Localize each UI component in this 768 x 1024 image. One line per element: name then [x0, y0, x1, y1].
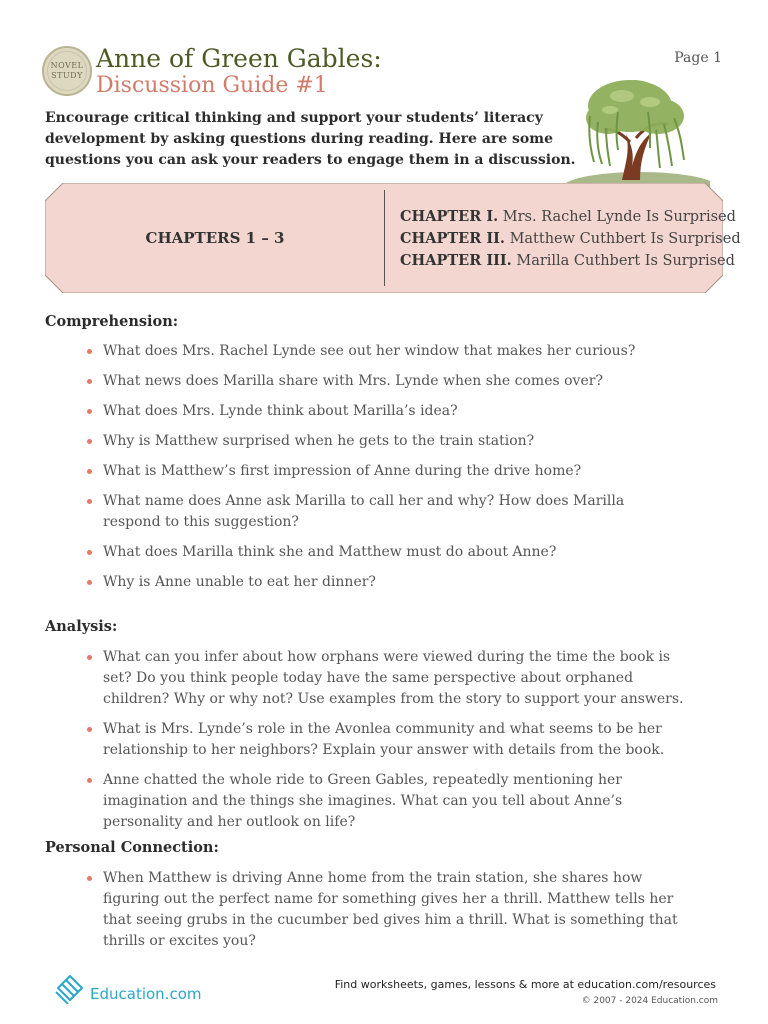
- analysis-heading: Analysis:: [45, 618, 118, 635]
- personal-connection-heading: Personal Connection:: [45, 839, 219, 856]
- chapter-number: CHAPTER II.: [400, 230, 505, 247]
- list-item: [83, 572, 643, 593]
- question-text: What does Mrs. Rachel Lynde see out her window that makes her curious?: [103, 343, 636, 359]
- bullet-icon: [87, 580, 92, 585]
- comprehension-heading: Comprehension:: [45, 313, 179, 330]
- list-item: [83, 647, 703, 710]
- bullet-icon: [87, 469, 92, 474]
- chapter-item: [400, 206, 741, 228]
- list-item: [83, 371, 643, 392]
- bullet-icon: [87, 349, 92, 354]
- page-title: Anne of Green Gables:: [96, 44, 382, 73]
- bullet-icon: [87, 876, 92, 881]
- page-number: Page 1: [674, 50, 722, 66]
- list-item: [83, 770, 703, 833]
- novel-study-badge: [42, 46, 92, 96]
- chapters-range: CHAPTERS 1 – 3: [145, 229, 285, 247]
- list-item: [83, 868, 703, 952]
- question-text: What is Mrs. Lynde’s role in the Avonlea community and what seems to be her relationship to her neighbors? Explain your answer with details from the book.: [103, 721, 665, 758]
- question-text: Anne chatted the whole ride to Green Gables, repeatedly mentioning her imagination and the things she imagines. What can you tell about Anne’s personality and her outlook on life?: [103, 772, 623, 830]
- list-item: [83, 491, 643, 533]
- list-item: [83, 401, 643, 422]
- list-item: [83, 542, 643, 563]
- willow-tree-illustration: [560, 72, 710, 188]
- personal-connection-list: [83, 868, 703, 952]
- education-logo[interactable]: [52, 970, 201, 1004]
- question-text: When Matthew is driving Anne home from the train station, she shares how figuring out the perfect name for something gives her a thrill. Matthew tells her that seeing grubs in the cucumber bed gives him a thrill. What is something that thrills or excites you?: [103, 870, 678, 949]
- education-logo-icon: [52, 970, 86, 1004]
- analysis-list: [83, 647, 703, 833]
- chapter-number: CHAPTER I.: [400, 208, 499, 225]
- list-item: [83, 431, 643, 452]
- chapter-item: [400, 250, 741, 272]
- comprehension-list: [83, 341, 643, 593]
- chapter-title: Mrs. Rachel Lynde Is Surprised: [502, 209, 736, 225]
- chapter-item: [400, 228, 741, 250]
- chapter-title: Marilla Cuthbert Is Surprised: [516, 253, 735, 269]
- bullet-icon: [87, 550, 92, 555]
- chapters-divider: [384, 190, 385, 286]
- bullet-icon: [87, 409, 92, 414]
- list-item: [83, 461, 643, 482]
- bullet-icon: [87, 499, 92, 504]
- question-text: What does Mrs. Lynde think about Marilla’s idea?: [103, 403, 458, 419]
- question-text: What is Matthew’s first impression of Anne during the drive home?: [103, 463, 582, 479]
- chapter-list: [400, 206, 741, 272]
- footer-tagline[interactable]: Find worksheets, games, lessons & more at education.com/resources: [334, 978, 716, 991]
- bullet-icon: [87, 439, 92, 444]
- bullet-icon: [87, 778, 92, 783]
- education-logo-text: Education.com: [90, 985, 202, 1003]
- chapters-box: [45, 183, 741, 293]
- question-text: Why is Anne unable to eat her dinner?: [103, 574, 376, 590]
- question-text: Why is Matthew surprised when he gets to the train station?: [103, 433, 535, 449]
- question-text: What does Marilla think she and Matthew must do about Anne?: [103, 544, 557, 560]
- page-subtitle: Discussion Guide #1: [96, 73, 328, 98]
- badge-line-1: NOVEL: [50, 61, 84, 70]
- bullet-icon: [87, 727, 92, 732]
- chapter-number: CHAPTER III.: [400, 252, 512, 269]
- question-text: What name does Anne ask Marilla to call her and why? How does Marilla respond to this suggestion?: [103, 493, 625, 530]
- list-item: [83, 341, 643, 362]
- bullet-icon: [87, 655, 92, 660]
- list-item: [83, 719, 703, 761]
- bullet-icon: [87, 379, 92, 384]
- question-text: What can you infer about how orphans were viewed during the time the book is set? Do you think people today have the same perspective about orphaned children? Why or why not? Use examples from the story to support your answers.: [103, 649, 684, 707]
- question-text: What news does Marilla share with Mrs. Lynde when she comes over?: [103, 373, 603, 389]
- footer-copyright: © 2007 - 2024 Education.com: [581, 996, 718, 1006]
- chapter-title: Matthew Cuthbert Is Surprised: [509, 231, 741, 247]
- intro-paragraph: Encourage critical thinking and support your students’ literacy development by asking questions during reading. Here are some questions you can ask your readers to engage them in a discussion.: [45, 110, 576, 168]
- badge-line-2: STUDY: [51, 71, 83, 80]
